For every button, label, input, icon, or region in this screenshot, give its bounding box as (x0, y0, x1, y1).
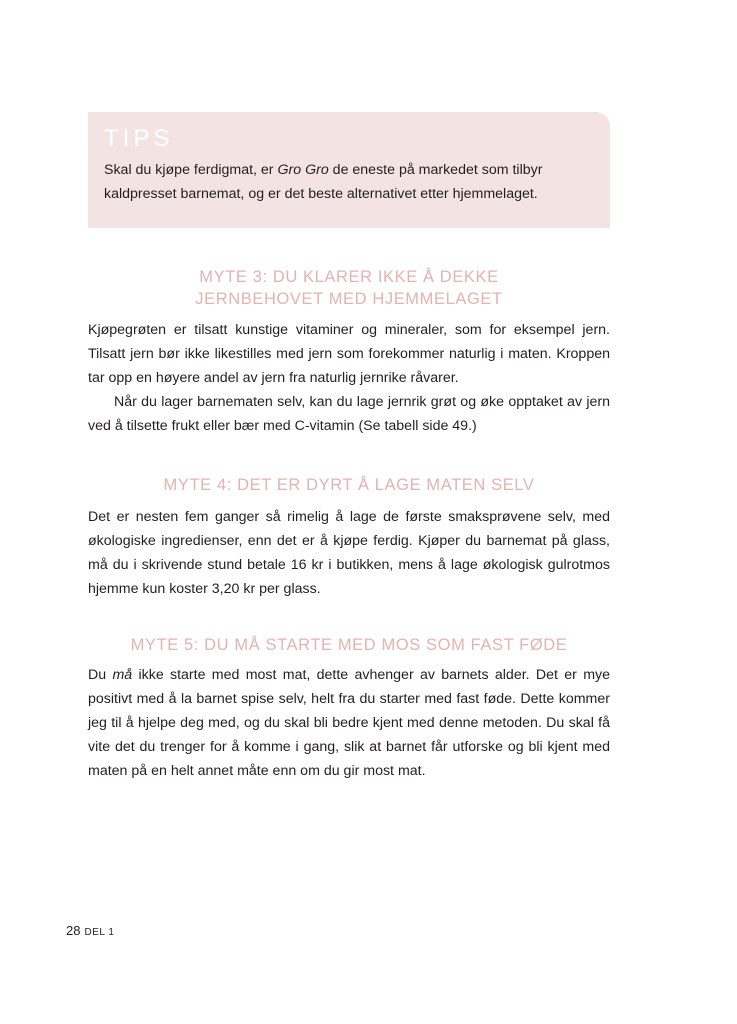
myte4-body (88, 505, 610, 601)
page-footer (66, 923, 114, 938)
tips-text-end: de eneste på markedet som tilbyr kaldpresset barnemat, og er det beste alternativet etter hjemmelaget. (104, 162, 543, 202)
page-number: 28 (66, 923, 81, 938)
myte3-body (88, 318, 610, 438)
myte5-heading: MYTE 5: DU MÅ STARTE MED MOS SOM FAST FØDE (130, 636, 568, 654)
tips-text-start: Skal du kjøpe ferdigmat, er (104, 162, 278, 178)
tips-box (88, 112, 610, 228)
myte3-heading-line1: MYTE 3: DU KLARER IKKE Å DEKKE (199, 268, 499, 286)
section-label: DEL 1 (84, 927, 115, 938)
myte3-heading-line2: JERNBEHOVET MED HJEMMELAGET (195, 290, 503, 308)
myte3-heading (88, 266, 610, 310)
myte3-paragraph-2: Når du lager barnematen selv, kan du lage jernrik grøt og øke opptaket av jern ved å tilsette frukt eller bær med C-vitamin (Se tabell side 49.) (88, 394, 610, 434)
myte5-paragraph (88, 663, 610, 783)
tips-brand: Gro Gro (277, 162, 329, 178)
myte4-paragraph: Det er nesten fem ganger så rimelig å lage de første smaksprøvene selv, med økologiske ingredienser, enn det er å kjøpe ferdig. Kjøper du barnemat på glass, må du i skrivende stund betale 16 kr i butikken, mens å lage økologisk gulrotmos hjemme kun koster 3,20 kr per glass. (88, 509, 610, 597)
myte5-text-end: ikke starte med most mat, dette avhenger av barnets alder. Det er mye positivt med å la barnet spise selv, helt fra du starter med fast føde. Dette kommer jeg til å hjelpe deg med, og du skal bli bedre kjent med denne metoden. Du skal få vite det du trenger for å komme i gang, slik at barnet får utforske og bli kjent med maten på en helt annet måte enn om du gir most mat. (88, 667, 611, 779)
myte5-text-start: Du (88, 667, 113, 683)
myte5-emphasis: må (112, 667, 133, 683)
tips-title: TIPS (104, 125, 174, 152)
myte5-body (88, 663, 610, 783)
tips-text (104, 158, 592, 206)
myte4-heading: MYTE 4: DET ER DYRT Å LAGE MATEN SELV (163, 476, 535, 494)
myte3-paragraph-1: Kjøpegrøten er tilsatt kunstige vitaminer og mineraler, som for eksempel jern. Tilsatt jern bør ikke likestilles med jern som forekommer naturlig i maten. Kroppen tar opp en høyere andel av jern fra naturlig jernrike råvarer. (88, 322, 610, 386)
